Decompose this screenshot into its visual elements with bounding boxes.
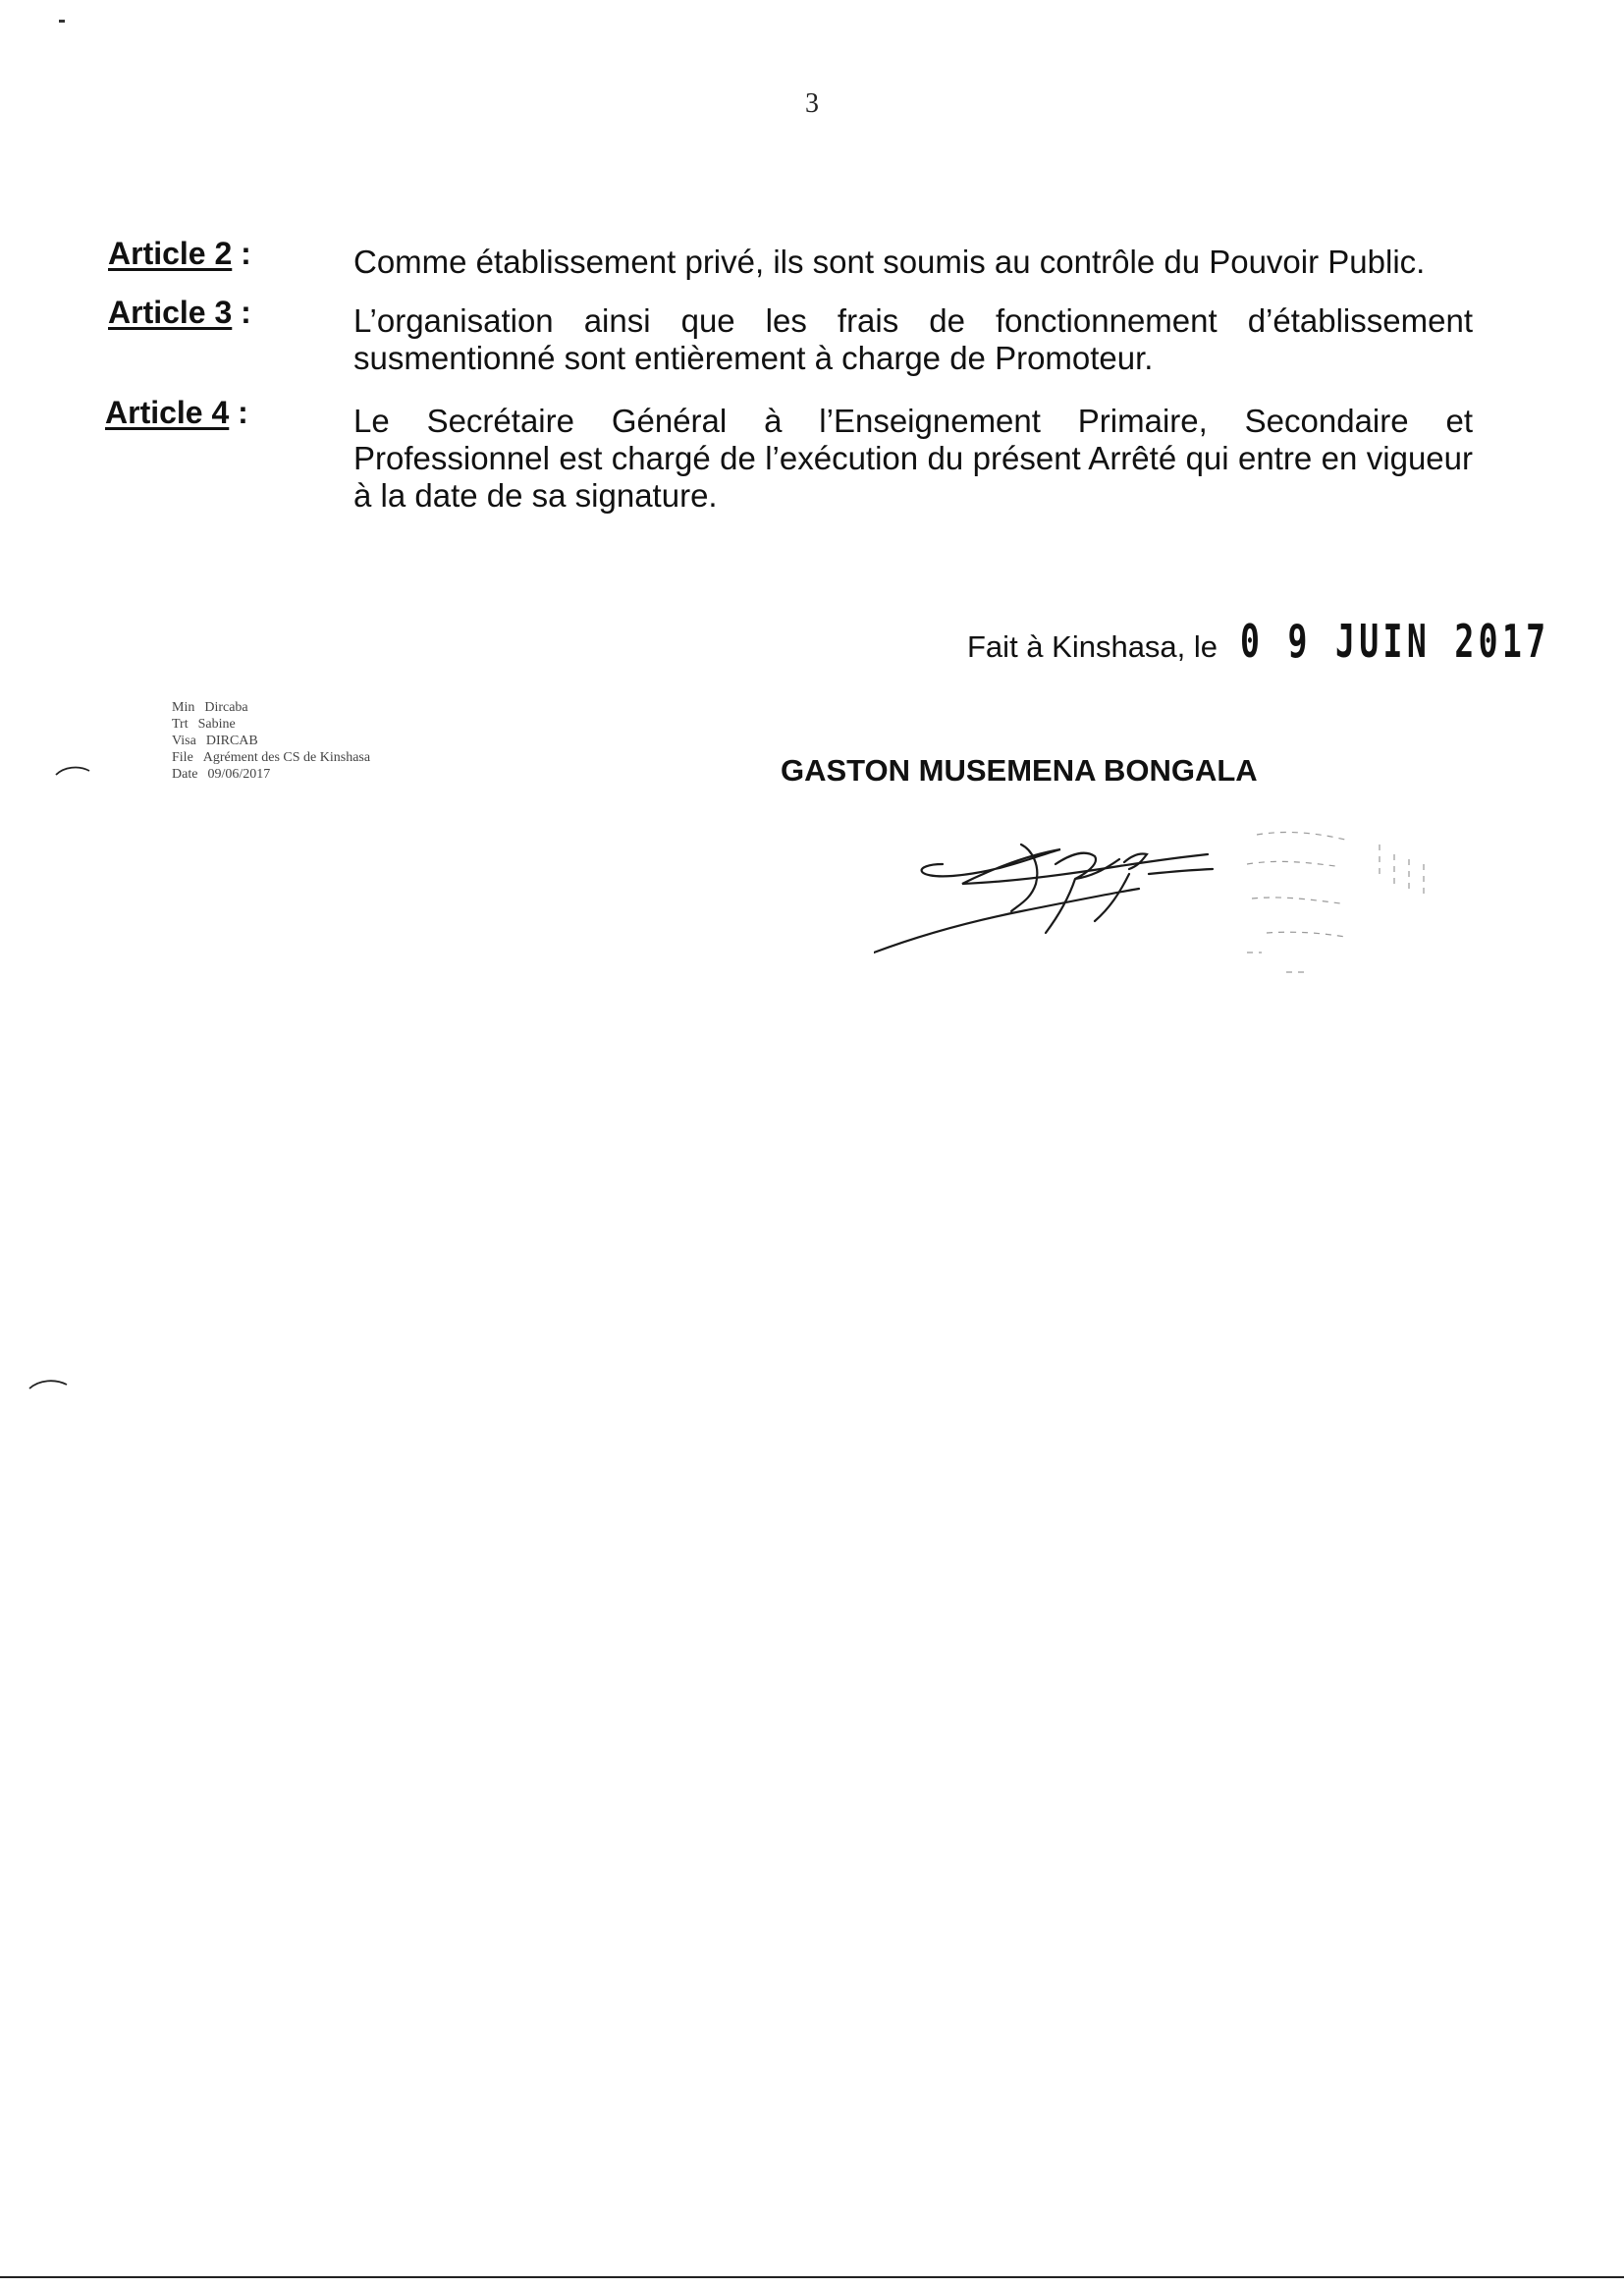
signature-image (874, 805, 1463, 992)
article-text: L’organisation ainsi que les frais de fonctionnement d’établissement susmentionné sont entièrement à charge de Promoteur. (353, 302, 1473, 376)
reference-key: Date (172, 767, 198, 782)
article-label-colon: : (229, 395, 248, 430)
reference-row (172, 733, 380, 749)
article-label (105, 395, 248, 431)
article-label-text: Article 3 (108, 295, 233, 330)
reference-key: File (172, 750, 193, 765)
reference-value: Agrément des CS de Kinshasa (202, 750, 371, 765)
reference-key: Trt (172, 717, 189, 732)
scan-mark-icon (27, 1375, 72, 1394)
article-text: Le Secrétaire Général à l’Enseignement Primaire, Secondaire et Professionnel est chargé de l’exécution du présent Arrêté qui entre en vigueur à la date de sa signature. (353, 403, 1473, 514)
scan-mark-icon (54, 761, 93, 781)
scan-dot (59, 20, 65, 23)
reference-key: Min (172, 700, 195, 715)
reference-key: Visa (172, 734, 196, 748)
place-date-prefix: Fait à Kinshasa, le (967, 629, 1218, 664)
reference-block (172, 699, 380, 783)
article-label-colon: : (232, 295, 251, 330)
date-stamp: 0 9 JUIN 2017 (1239, 615, 1550, 668)
reference-row (172, 699, 380, 716)
reference-row (172, 766, 380, 783)
article-label-text: Article 4 (105, 395, 230, 430)
reference-value: Sabine (197, 717, 236, 732)
reference-row (172, 716, 380, 733)
article-label-colon: : (232, 236, 251, 271)
bottom-rule (0, 2276, 1624, 2278)
reference-row (172, 749, 380, 766)
article-text: Comme établissement privé, ils sont soumis au contrôle du Pouvoir Public. (353, 244, 1426, 280)
reference-value: DIRCAB (205, 734, 258, 748)
reference-value: Dircaba (204, 700, 248, 715)
article-label-text: Article 2 (108, 236, 233, 271)
signatory-name: GASTON MUSEMENA BONGALA (781, 753, 1258, 788)
article-label (108, 236, 251, 272)
page-number: 3 (805, 88, 819, 119)
place-date (967, 615, 1624, 668)
article-label (108, 295, 251, 331)
reference-value: 09/06/2017 (207, 767, 271, 782)
